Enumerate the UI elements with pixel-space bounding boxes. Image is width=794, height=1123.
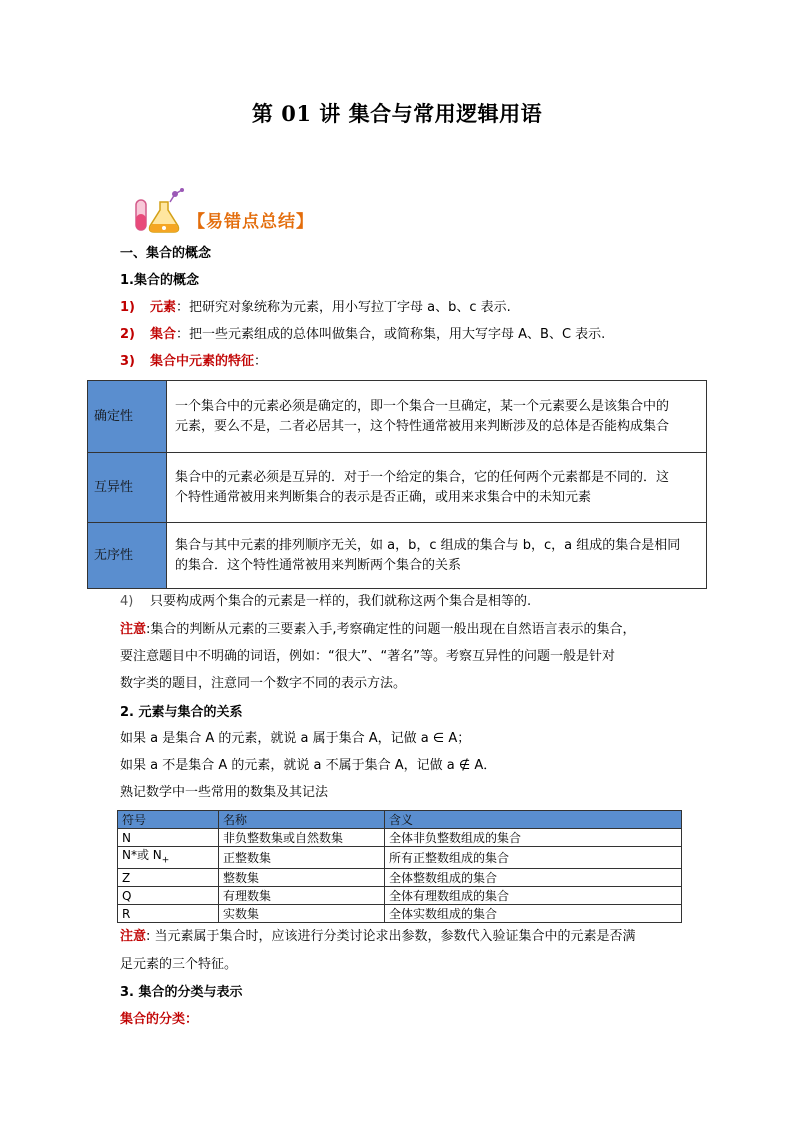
list-item bbox=[120, 354, 267, 370]
sub-heading-2: 2. 元素与集合的关系 bbox=[120, 705, 243, 720]
cell: Z bbox=[118, 869, 219, 887]
table-row bbox=[88, 453, 707, 523]
definition: ： bbox=[254, 354, 268, 369]
definition: ：把研究对象统称为元素，用小写拉丁字母 a、b、c 表示. bbox=[176, 300, 511, 315]
list-item bbox=[120, 300, 511, 316]
flask-icon bbox=[130, 186, 190, 236]
table-row bbox=[88, 381, 707, 453]
paragraph: 熟记数学中一些常用的数集及其记法 bbox=[120, 785, 329, 800]
cell: N bbox=[118, 829, 219, 847]
table-row bbox=[118, 847, 682, 869]
feature-desc: 集合与其中元素的排列顺序无关，如 a，b，c 组成的集合与 b，c，a 组成的集合是相同 的集合．这个特性通常被用来判断两个集合的关系 bbox=[167, 523, 707, 589]
section-heading-1: 一、集合的概念 bbox=[120, 246, 212, 261]
table-header-row bbox=[118, 811, 682, 829]
list-item bbox=[120, 594, 531, 610]
feature-name: 确定性 bbox=[88, 381, 167, 453]
table-row bbox=[118, 869, 682, 887]
note: 注意: 当元素属于集合时，应该进行分类讨论求出参数，参数代入验证集合中的元素是否满 bbox=[120, 929, 636, 944]
cell: 全体有理数组成的集合 bbox=[385, 887, 682, 905]
cell: 非负整数集或自然数集 bbox=[219, 829, 385, 847]
paragraph: 如果 a 不是集合 A 的元素，就说 a 不属于集合 A，记做 a ∉ A． bbox=[120, 758, 497, 773]
note-line: 数字类的题目，注意同一个数字不同的表示方法。 bbox=[120, 676, 407, 691]
cell: 所有正整数组成的集合 bbox=[385, 847, 682, 869]
cell: 整数集 bbox=[219, 869, 385, 887]
term: 集合中元素的特征 bbox=[150, 354, 255, 369]
subscript: + bbox=[161, 855, 170, 866]
sub-heading-3: 3. 集合的分类与表示 bbox=[120, 985, 243, 1000]
column-header: 符号 bbox=[118, 811, 219, 829]
cell: 实数集 bbox=[219, 905, 385, 923]
class-label: 集合的分类： bbox=[120, 1012, 199, 1027]
feature-name: 互异性 bbox=[88, 453, 167, 523]
note-line: 足元素的三个特征。 bbox=[120, 957, 238, 972]
page-title: 第 01 讲 集合与常用逻辑用语 bbox=[251, 101, 543, 126]
note-line: 要注意题目中不明确的词语，例如：“很大”、“著名”等。考察互异性的问题一般是针对 bbox=[120, 649, 615, 664]
paragraph: 如果 a 是集合 A 的元素，就说 a 属于集合 A，记做 a ∈ A； bbox=[120, 731, 471, 746]
list-number: 4) bbox=[120, 594, 134, 609]
feature-desc: 集合中的元素必须是互异的．对于一个给定的集合，它的任何两个元素都是不同的．这 个特性通常被用来判断集合的表示是否正确，或用来求集合中的未知元素 bbox=[167, 453, 707, 523]
feature-desc: 一个集合中的元素必须是确定的，即一个集合一旦确定，某一个元素要么是该集合中的 元素，要么不是，二者必居其一，这个特性通常被用来判断涉及的总体是否能构成集合 bbox=[167, 381, 707, 453]
cell: 全体非负整数组成的集合 bbox=[385, 829, 682, 847]
table-row bbox=[88, 523, 707, 589]
banner-heading: 【易错点总结】 bbox=[188, 212, 314, 232]
term: 集合 bbox=[150, 327, 177, 342]
column-header: 名称 bbox=[219, 811, 385, 829]
cell: 正整数集 bbox=[219, 847, 385, 869]
note-label: 注意 bbox=[120, 622, 147, 637]
term: 元素 bbox=[150, 300, 177, 315]
list-item bbox=[120, 327, 605, 343]
list-text: 只要构成两个集合的元素是一样的，我们就称这两个集合是相等的. bbox=[150, 594, 532, 609]
sub-heading-1: 1.集合的概念 bbox=[120, 273, 199, 288]
cell: 全体整数组成的集合 bbox=[385, 869, 682, 887]
list-number: 1) bbox=[120, 300, 135, 315]
cell: 有理数集 bbox=[219, 887, 385, 905]
column-header: 含义 bbox=[385, 811, 682, 829]
feature-table bbox=[87, 380, 707, 589]
table-row bbox=[118, 829, 682, 847]
cell: N*或 $N_+$ bbox=[118, 847, 219, 869]
note-label: 注意 bbox=[120, 929, 147, 944]
cell: Q bbox=[118, 887, 219, 905]
table-row bbox=[118, 905, 682, 923]
cell: 全体实数组成的集合 bbox=[385, 905, 682, 923]
list-number: 2) bbox=[120, 327, 135, 342]
note: 注意:集合的判断从元素的三要素入手,考察确定性的问题一般出现在自然语言表示的集合， bbox=[120, 622, 636, 637]
number-sets-table bbox=[117, 810, 682, 923]
cell: R bbox=[118, 905, 219, 923]
feature-name: 无序性 bbox=[88, 523, 167, 589]
list-number: 3) bbox=[120, 354, 135, 369]
table-row bbox=[118, 887, 682, 905]
definition: ：把一些元素组成的总体叫做集合，或简称集，用大写字母 A、B、C 表示. bbox=[176, 327, 606, 342]
